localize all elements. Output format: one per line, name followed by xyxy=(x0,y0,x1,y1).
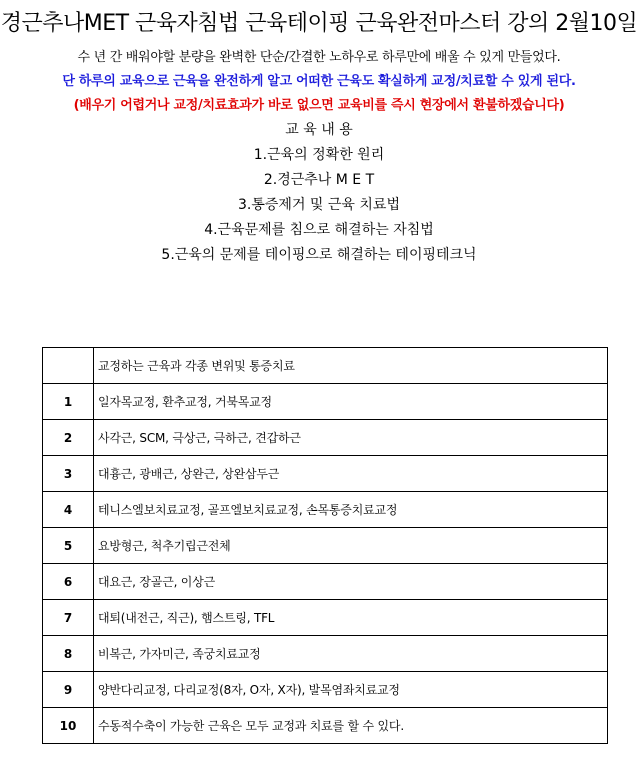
row-text: 비복근, 가자미근, 족궁치료교정 xyxy=(94,636,608,672)
intro-line-1: 수 년 간 배워야할 분량을 완벽한 단순/간결한 노하우로 하루만에 배울 수 있게 만들었다. xyxy=(77,50,561,65)
row-number: 8 xyxy=(43,636,94,672)
table-row xyxy=(43,420,608,456)
table-row xyxy=(43,600,608,636)
row-text: 요방형근, 척추기립근전체 xyxy=(94,528,608,564)
intro-block xyxy=(0,46,638,118)
topics-block xyxy=(0,118,638,268)
row-number: 1 xyxy=(43,384,94,420)
row-text: 수동적수축이 가능한 근육은 모두 교정과 치료를 할 수 있다. xyxy=(94,708,608,744)
table-row xyxy=(43,708,608,744)
table-row xyxy=(43,456,608,492)
table-row xyxy=(43,384,608,420)
topic-item: 4.근육문제를 침으로 해결하는 자침법 xyxy=(204,222,434,238)
table-row xyxy=(43,636,608,672)
topic-item: 3.통증제거 및 근육 치료법 xyxy=(238,197,400,213)
topic-item: 1.근육의 정확한 원리 xyxy=(253,147,385,163)
topic-item: 5.근육의 문제를 테이핑으로 해결하는 테이핑테크닉 xyxy=(161,247,477,263)
row-text: 대퇴(내전근, 직근), 햄스트링, TFL xyxy=(94,600,608,636)
row-text: 양반다리교정, 다리교정(8자, O자, X자), 발목염좌치료교정 xyxy=(94,672,608,708)
row-text: 사각근, SCM, 극상근, 극하근, 견갑하근 xyxy=(94,420,608,456)
topics-heading: 교 육 내 용 xyxy=(285,122,353,138)
table-row xyxy=(43,492,608,528)
intro-line-3: (배우기 어렵거나 교정/치료효과가 바로 없으면 교육비를 즉시 현장에서 환불하겠습니다) xyxy=(73,98,565,113)
row-number: 7 xyxy=(43,600,94,636)
table-row xyxy=(43,528,608,564)
table-row xyxy=(43,672,608,708)
table-row xyxy=(43,564,608,600)
row-text: 대흉근, 광배근, 상완근, 상완삼두근 xyxy=(94,456,608,492)
row-text: 테니스엘보치료교정, 골프엘보치료교정, 손목통증치료교정 xyxy=(94,492,608,528)
row-number: 2 xyxy=(43,420,94,456)
row-text: 대요근, 장골근, 이상근 xyxy=(94,564,608,600)
page-title: 경근추나MET 근육자침법 근육테이핑 근육완전마스터 강의 2월10일 xyxy=(0,11,638,36)
intro-line-2: 단 하루의 교육으로 근육을 완전하게 알고 어떠한 근육도 확실하게 교정/치료할 수 있게 된다. xyxy=(62,74,576,89)
row-number: 3 xyxy=(43,456,94,492)
row-number: 6 xyxy=(43,564,94,600)
row-number: 5 xyxy=(43,528,94,564)
row-number: 10 xyxy=(43,708,94,744)
table-header-num xyxy=(43,348,94,384)
topic-item: 2.경근추나 M E T xyxy=(263,172,375,188)
row-text: 일자목교정, 환추교정, 거북목교정 xyxy=(94,384,608,420)
curriculum-table xyxy=(42,347,608,744)
row-number: 4 xyxy=(43,492,94,528)
table-header-row xyxy=(43,348,608,384)
table-header-text: 교정하는 근육과 각종 변위및 통증치료 xyxy=(94,348,608,384)
row-number: 9 xyxy=(43,672,94,708)
